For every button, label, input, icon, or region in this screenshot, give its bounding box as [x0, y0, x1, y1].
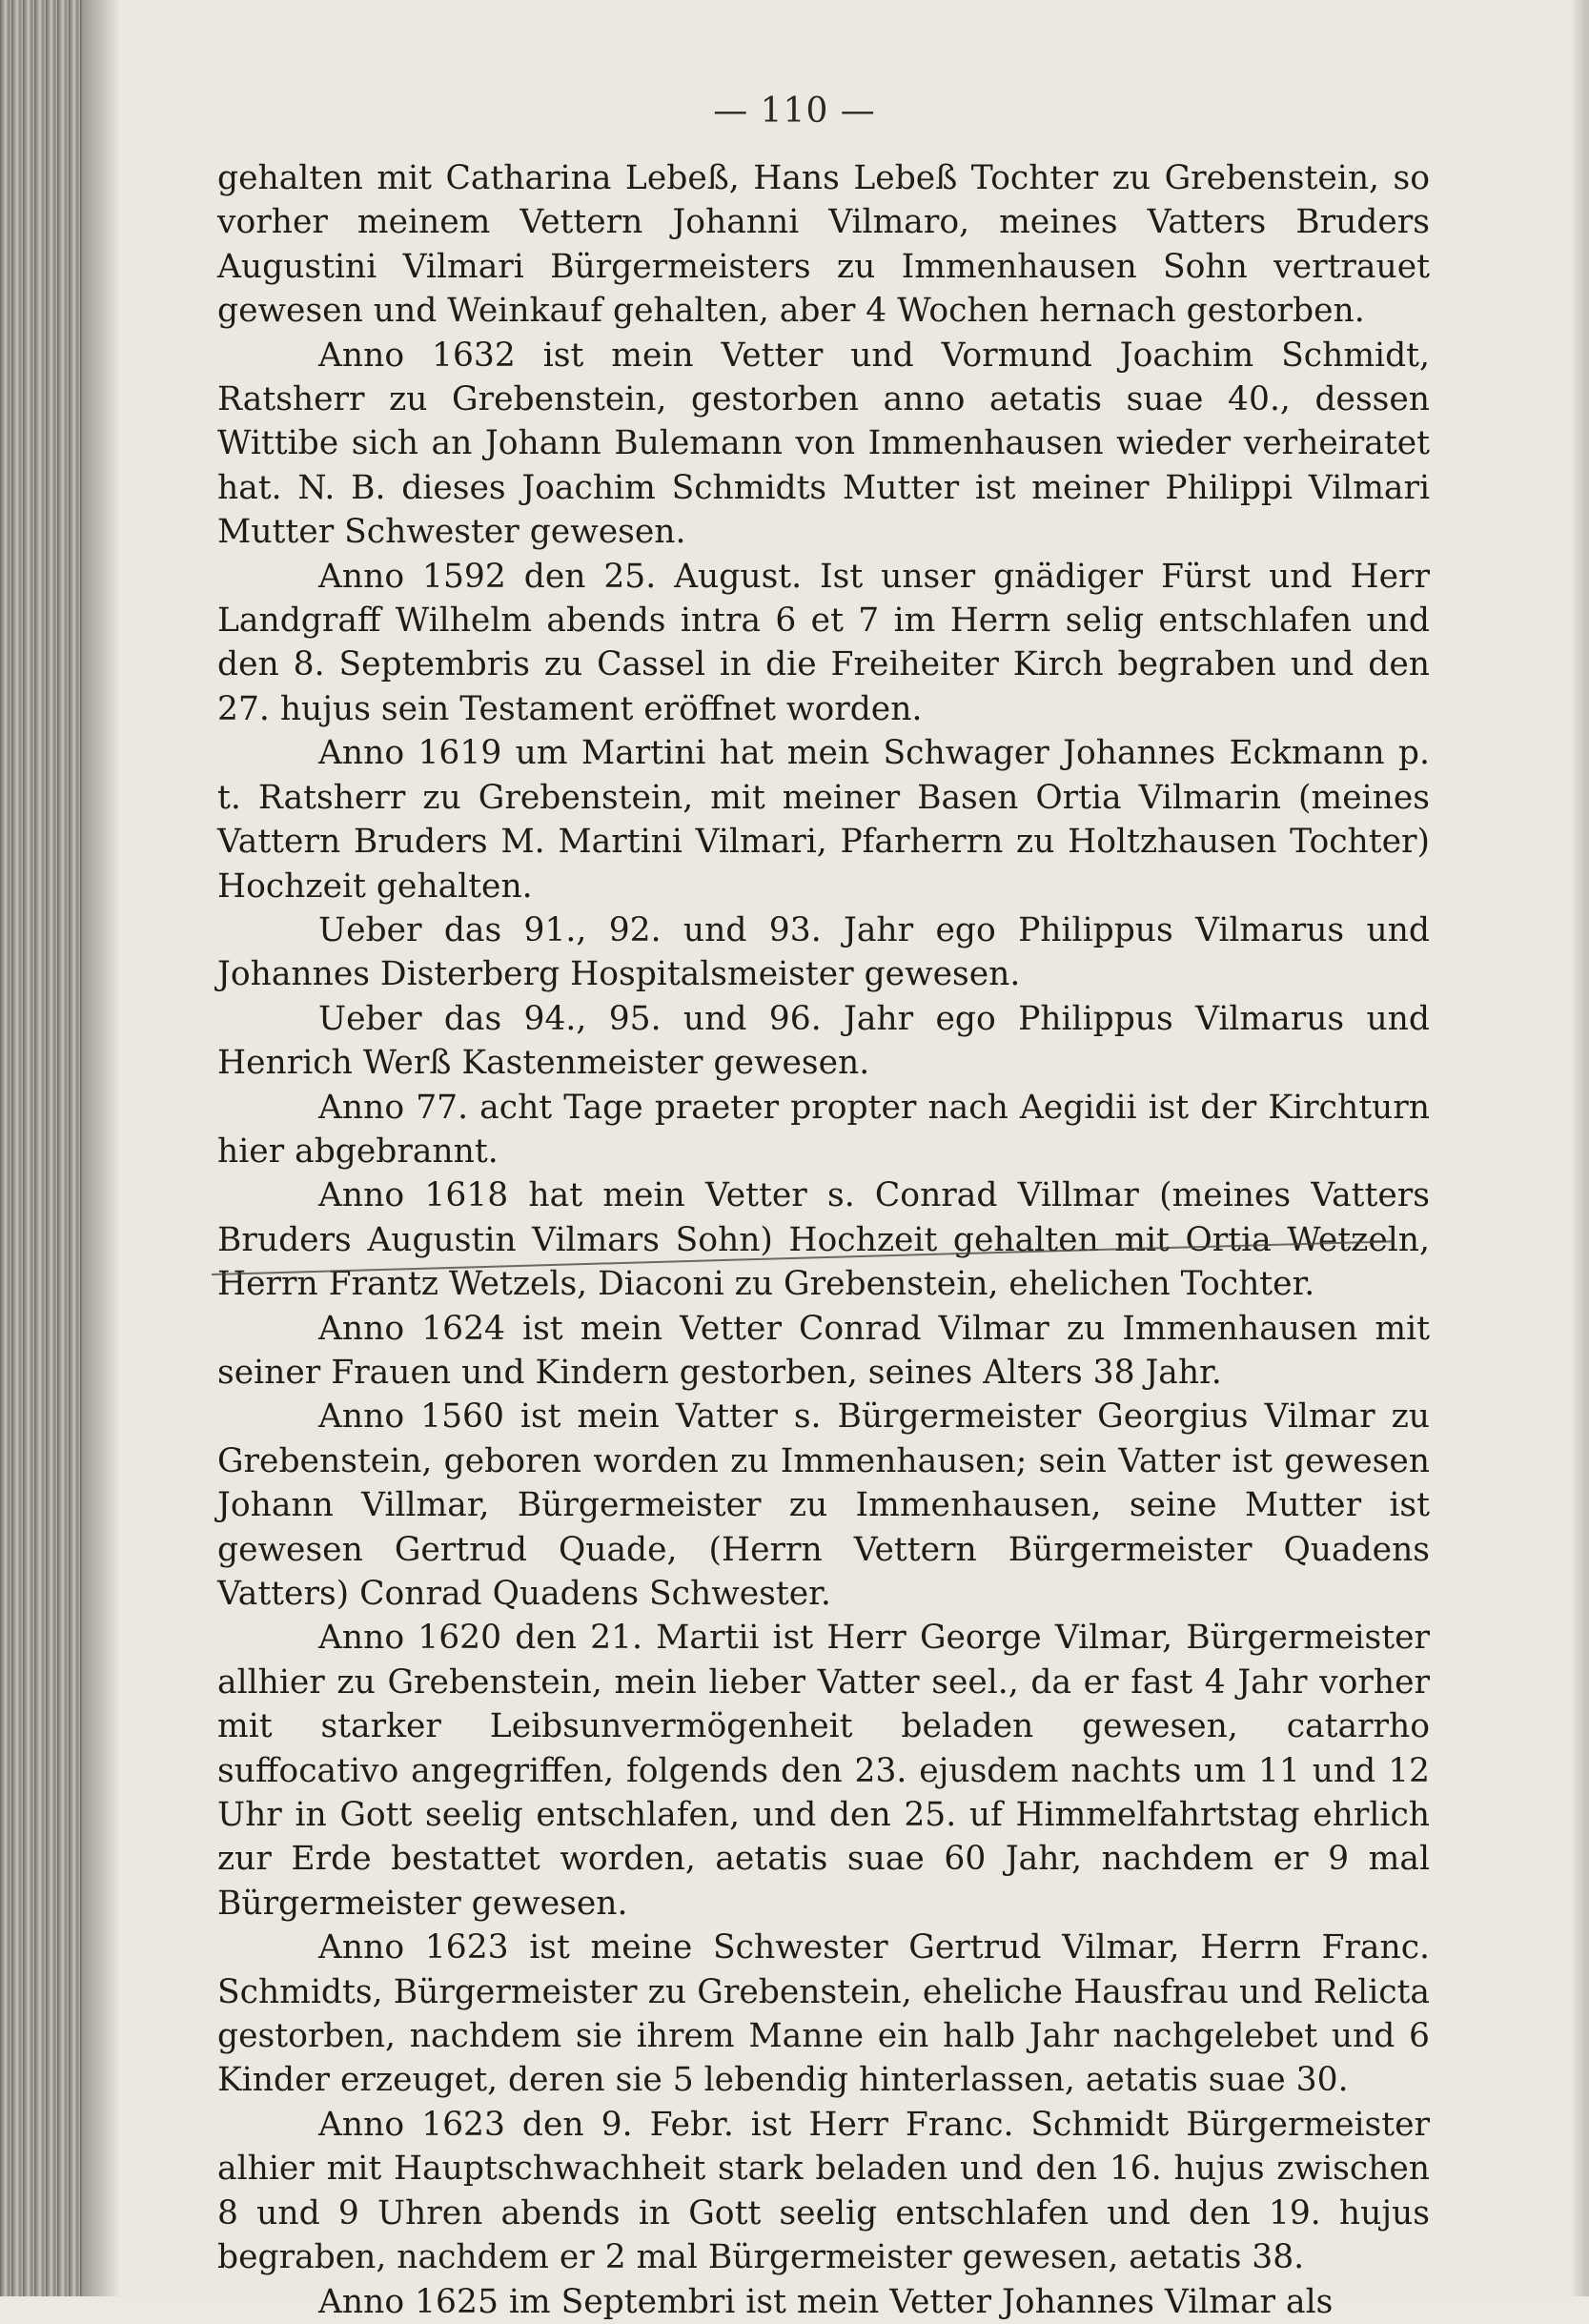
gutter-shadow [82, 0, 120, 2296]
paragraph: Anno 1620 den 21. Martii ist Herr George Vilmar, Bürgermeister allhier zu Grebenstein, mein lieber Vatter seel., da er fast 4 Jahr vorher mit starker Leibsunvermögenheit beladen gewesen, catarrho suffocativo angegriffen, folgends den 23. ejusdem nachts um 11 und 12 Uhr in Gott seelig entschlafen, und den 25. uf Himmelfahrtstag ehrlich zur Erde bestattet worden, aetatis suae 60 Jahr, nachdem er 9 mal Bürgermeister gewesen. [217, 1619, 1430, 1923]
paragraph: Anno 1623 den 9. Febr. ist Herr Franc. Schmidt Bürgermeister alhier mit Hauptschwachheit stark beladen und den 16. hujus zwischen 8 und 9 Uhren abends in Gott seelig entschlafen und den 19. hujus begraben, nachdem er 2 mal Bürgermeister gewesen, aetatis 38. [217, 2105, 1430, 2277]
paragraph: Ueber das 94., 95. und 96. Jahr ego Philippus Vilmarus und Henrich Werß Kastenmeister gewesen. [217, 999, 1430, 1083]
paragraph: Ueber das 91., 92. und 93. Jahr ego Philippus Vilmarus und Johannes Disterberg Hospitalsmeister gewesen. [217, 910, 1430, 994]
paragraph: Anno 1618 hat mein Vetter s. Conrad Villmar (meines Vatters Bruders Augustin Vilmars Sohn) Hochzeit gehalten mit Ortia Wetzeln, Herrn Frantz Wetzels, Diaconi zu Grebenstein, ehelichen Tochter. [217, 1176, 1430, 1304]
paragraph: gehalten mit Catharina Lebeß, Hans Lebeß Tochter zu Grebenstein, so vorher meinem Vettern Johanni Vilmaro, meines Vatters Bruders Augustini Vilmari Bürgermeisters zu Immenhausen Sohn vertrauet gewesen und Weinkauf gehalten, aber 4 Wochen hernach gestorben. [217, 159, 1430, 331]
body-text [217, 156, 1430, 2324]
paragraph: Anno 77. acht Tage praeter propter nach Aegidii ist der Kirchturn hier abgebrannt. [217, 1088, 1430, 1171]
right-page-edge [1570, 0, 1589, 2296]
page-edges [0, 0, 82, 2296]
paragraph: Anno 1560 ist mein Vatter s. Bürgermeister Georgius Vilmar zu Grebenstein, geboren worden zu Immenhausen; sein Vatter ist gewesen Johann Villmar, Bürgermeister zu Immenhausen, seine Mutter ist gewesen Gertrud Quade, (Herrn Vettern Bürgermeister Quadens Vatters) Conrad Quadens Schwester. [217, 1397, 1430, 1613]
paragraph: Anno 1619 um Martini hat mein Schwager Johannes Eckmann p. t. Ratsherr zu Grebenstein, mit meiner Basen Ortia Vilmarin (meines Vattern Bruders M. Martini Vilmari, Pfarherrn zu Holtzhausen Tochter) Hochzeit gehalten. [217, 734, 1430, 906]
paragraph: Anno 1632 ist mein Vetter und Vormund Joachim Schmidt, Ratsherr zu Grebenstein, gestorben anno aetatis suae 40., dessen Wittibe sich an Johann Bulemann von Immenhausen wieder verheiratet hat. N. B. dieses Joachim Schmidts Mutter ist meiner Philippi Vilmari Mutter Schwester gewesen. [217, 336, 1430, 552]
paragraph: Anno 1592 den 25. August. Ist unser gnädiger Fürst und Herr Landgraff Wilhelm abends intra 6 et 7 im Herrn selig entschlafen und den 8. Septembris zu Cassel in die Freiheiter Kirch begraben und den 27. hujus sein Testament eröffnet worden. [217, 557, 1430, 728]
paragraph: Anno 1625 im Septembri ist mein Vetter Johannes Vilmar als [318, 2282, 1334, 2321]
paragraph: Anno 1624 ist mein Vetter Conrad Vilmar zu Immenhausen mit seiner Frauen und Kindern gestorben, seines Alters 38 Jahr. [217, 1309, 1430, 1392]
paragraph: Anno 1623 ist meine Schwester Gertrud Vilmar, Herrn Franc. Schmidts, Bürgermeister zu Grebenstein, eheliche Hausfrau und Relicta gestorben, nachdem sie ihrem Manne ein halb Jahr nachgelebet und 6 Kinder erzeuget, deren sie 5 lebendig hinterlassen, aetatis suae 30. [217, 1928, 1430, 2100]
page-number: — 110 — [713, 92, 876, 131]
